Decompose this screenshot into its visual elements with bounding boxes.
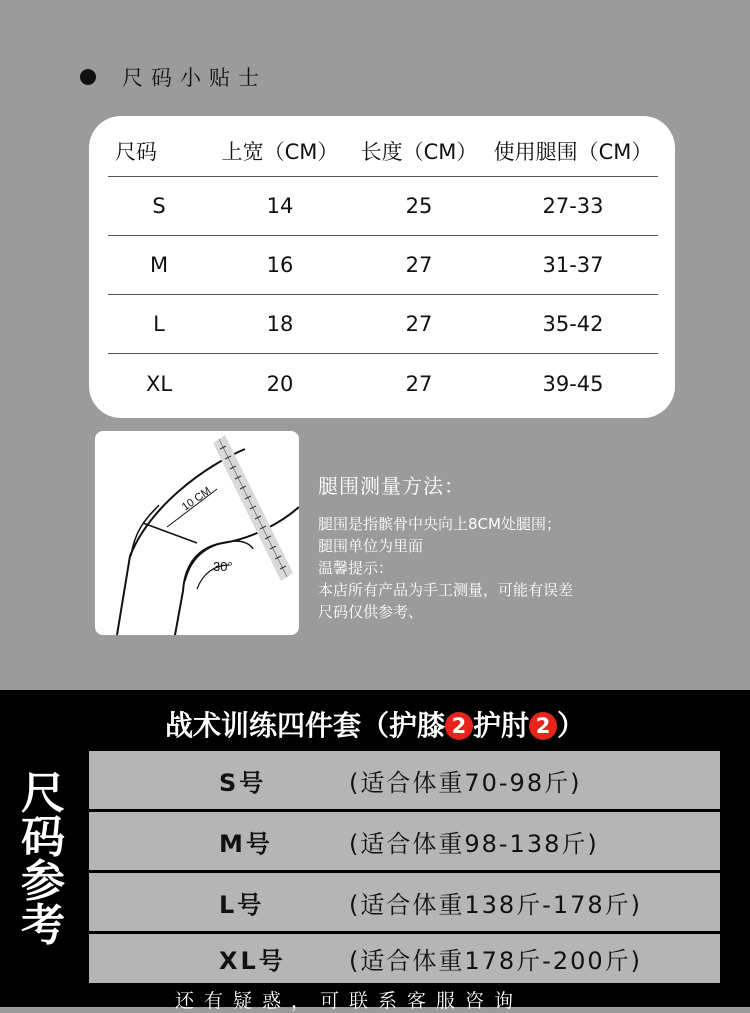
leg-circumference-cell: 27-33	[488, 177, 658, 236]
reference-weight: (适合体重178斤-200斤)	[349, 947, 643, 975]
length-cell: 27	[350, 236, 488, 295]
bullet-dot-icon	[80, 69, 96, 85]
leg-circumference-cell: 31-37	[488, 236, 658, 295]
header-length: 长度（CM）	[360, 140, 478, 164]
top-width-cell: 14	[210, 177, 350, 236]
leg-circumference-cell: 35-42	[488, 295, 658, 354]
set-title-text: 护肘	[472, 709, 529, 742]
reference-weight: (适合体重98-138斤)	[349, 829, 599, 858]
list-item	[89, 934, 720, 983]
reference-size: S号	[219, 768, 267, 797]
size-chart-header-row	[108, 126, 658, 177]
size-cell: XL	[108, 354, 210, 415]
angle-label: 30°	[213, 559, 233, 574]
measurement-title: 腿围测量方法：	[318, 474, 465, 498]
reference-size: L号	[219, 890, 265, 919]
length-label: 10 CM	[179, 485, 214, 514]
top-width-cell: 20	[210, 354, 350, 415]
top-width-cell: 18	[210, 295, 350, 354]
tips-title: 尺码小贴士	[122, 66, 267, 90]
footer-note: 还有疑惑，可联系客服咨询	[175, 990, 524, 1012]
product-set-title	[0, 704, 750, 744]
knee-count-badge: 2	[445, 712, 473, 740]
length-cell: 27	[350, 354, 488, 415]
header-leg-circumference: 使用腿围（CM）	[493, 140, 653, 164]
size-reference-label: 尺码参考	[21, 768, 65, 951]
set-title-text: ）	[557, 709, 586, 742]
knee-outline-illustration	[95, 431, 299, 635]
instruction-line: 温馨提示：	[318, 559, 394, 577]
size-reference-table	[89, 751, 720, 983]
size-chart-card	[89, 116, 675, 418]
tips-header	[80, 62, 267, 92]
length-cell: 25	[350, 177, 488, 236]
elbow-count-badge: 2	[529, 712, 557, 740]
list-item	[89, 751, 720, 809]
size-reference-section	[0, 690, 750, 1012]
header-top-width: 上宽（CM）	[221, 140, 339, 164]
list-item	[89, 812, 720, 870]
reference-weight: (适合体重138斤-178斤)	[349, 890, 643, 919]
size-cell: S	[108, 177, 210, 236]
header-size: 尺码	[115, 140, 157, 164]
size-cell: M	[108, 236, 210, 295]
table-row	[108, 236, 658, 295]
set-title-text: 战术训练四件套（护膝	[164, 709, 445, 742]
size-cell: L	[108, 295, 210, 354]
instruction-line: 本店所有产品为手工测量，可能有误差	[318, 581, 574, 599]
table-row	[108, 354, 658, 415]
instruction-line: 腿围单位为里面	[318, 537, 424, 555]
table-row	[108, 295, 658, 354]
leg-circumference-cell: 39-45	[488, 354, 658, 415]
measurement-instructions	[318, 470, 573, 623]
instruction-line: 尺码仅供参考、	[318, 603, 424, 621]
reference-weight: (适合体重70-98斤)	[349, 768, 582, 797]
reference-size: M号	[219, 829, 273, 858]
table-row	[108, 177, 658, 236]
size-chart-table	[108, 126, 658, 414]
length-cell: 27	[350, 295, 488, 354]
knee-measurement-diagram	[95, 431, 299, 635]
instruction-line: 腿围是指髌骨中央向上8CM处腿围；	[318, 515, 561, 533]
reference-size: XL号	[219, 947, 286, 975]
list-item	[89, 873, 720, 931]
top-width-cell: 16	[210, 236, 350, 295]
